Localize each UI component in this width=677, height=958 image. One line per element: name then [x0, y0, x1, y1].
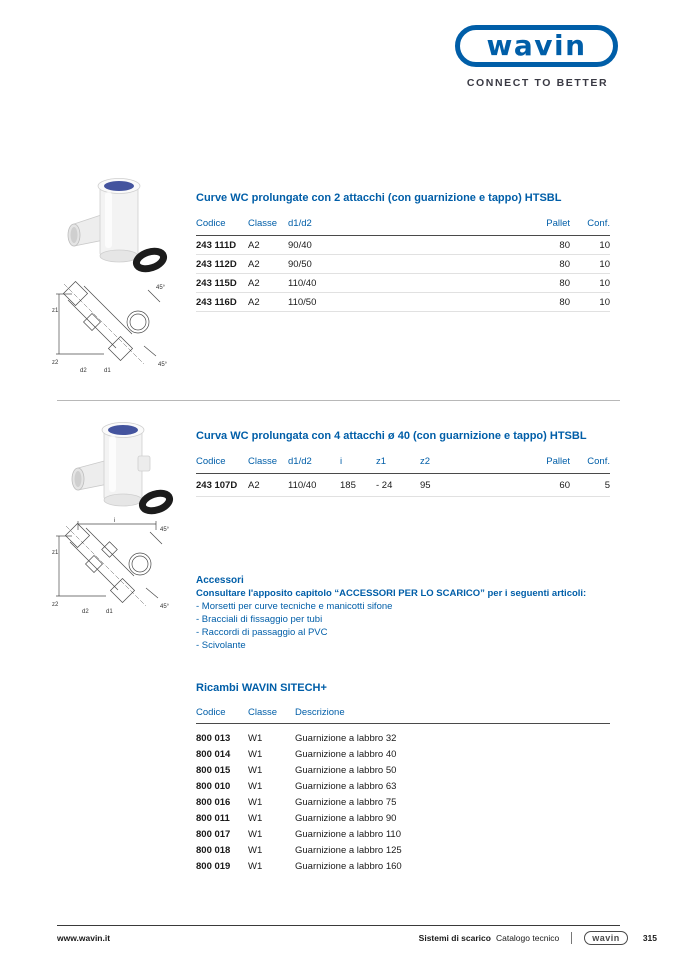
- cell-pallet: 60: [559, 479, 570, 491]
- col-header-conf: Conf.: [587, 218, 610, 229]
- table-row: [196, 842, 610, 858]
- col-header-d1d2: d1/d2: [288, 456, 312, 467]
- cell-codice: 800 018: [196, 844, 231, 856]
- footer-right: [419, 931, 657, 945]
- cell-z1: - 24: [376, 479, 393, 491]
- dim-label-z1: z1: [52, 550, 59, 556]
- cell-classe: W1: [248, 764, 263, 776]
- dim-label-z2: z2: [52, 602, 59, 608]
- dim-label-z2: z2: [52, 360, 59, 366]
- cell-i: 185: [340, 479, 356, 491]
- curve2-table-header: [196, 212, 610, 236]
- footer: [57, 931, 657, 945]
- dim-label-i: i: [114, 518, 116, 524]
- cell-z2: 95: [420, 479, 431, 491]
- footer-wavin-logo-text: wavin: [592, 933, 620, 943]
- curve2-table: [196, 212, 610, 312]
- dim-label-45-top: 45°: [160, 527, 170, 533]
- ricambi-table-header: [196, 702, 610, 724]
- cell-d1d2: 90/50: [288, 258, 312, 270]
- cell-conf: 10: [599, 296, 610, 308]
- cell-pallet: 80: [559, 277, 570, 289]
- accessori-block: [196, 574, 616, 652]
- cell-codice: 800 014: [196, 748, 231, 760]
- cell-classe: W1: [248, 812, 263, 824]
- cell-conf: 10: [599, 277, 610, 289]
- drawing-labels: [52, 285, 168, 374]
- curva4-table: [196, 450, 610, 497]
- cell-codice: 800 017: [196, 828, 231, 840]
- table-row: [196, 746, 610, 762]
- accessori-item: - Bracciali di fissaggio per tubi: [196, 614, 323, 625]
- cell-codice: 243 116D: [196, 296, 237, 308]
- section-divider: [57, 400, 620, 401]
- col-header-pallet: Pallet: [546, 218, 570, 229]
- cell-d1d2: 110/40: [288, 277, 317, 289]
- cell-codice: 243 112D: [196, 258, 237, 270]
- table-row: [196, 730, 610, 746]
- section1-title: Curve WC prolungate con 2 attacchi (con guarnizione e tappo) HTSBL: [196, 192, 562, 204]
- cell-d1d2: 90/40: [288, 239, 312, 251]
- col-header-codice: Codice: [196, 707, 226, 718]
- cell-descrizione: Guarnizione a labbro 40: [295, 748, 397, 760]
- cell-codice: 800 013: [196, 732, 231, 744]
- table-row: [196, 826, 610, 842]
- technical-drawing-curve-2-attacchi: [52, 280, 180, 376]
- gasket-ring: [134, 248, 166, 272]
- cell-codice: 243 107D: [196, 479, 238, 491]
- dim-label-45-top: 45°: [156, 285, 166, 291]
- col-header-pallet: Pallet: [546, 456, 570, 467]
- cell-codice: 800 010: [196, 780, 231, 792]
- col-header-z1: z1: [376, 456, 387, 467]
- table-row: [196, 858, 610, 874]
- col-header-codice: Codice: [196, 456, 226, 467]
- cell-classe: A2: [248, 258, 260, 270]
- cell-classe: A2: [248, 277, 260, 289]
- table-row: [196, 255, 610, 274]
- cell-descrizione: Guarnizione a labbro 110: [295, 828, 401, 840]
- drawing-lines: [56, 281, 160, 364]
- dim-label-d1: d1: [106, 609, 113, 614]
- cell-descrizione: Guarnizione a labbro 75: [295, 796, 397, 808]
- cell-conf: 10: [599, 258, 610, 270]
- cell-descrizione: Guarnizione a labbro 50: [295, 764, 397, 776]
- footer-doc-subtitle: Catalogo tecnico: [495, 933, 560, 943]
- col-header-d1d2: d1/d2: [288, 218, 312, 229]
- cell-pallet: 80: [559, 239, 570, 251]
- cell-pallet: 80: [559, 258, 570, 270]
- dim-label-d1: d1: [104, 368, 111, 374]
- footer-wavin-logo: [584, 931, 628, 945]
- cell-classe: A2: [248, 239, 260, 251]
- cell-codice: 800 015: [196, 764, 231, 776]
- footer-rule: [57, 925, 620, 926]
- product-photo-curva-4-attacchi: [64, 420, 176, 520]
- dim-label-d2: d2: [80, 368, 87, 374]
- dim-label-z1: z1: [52, 308, 59, 314]
- accessori-item: - Raccordi di passaggio al PVC: [196, 627, 328, 638]
- cell-d1d2: 110/40: [288, 479, 317, 491]
- cell-codice: 800 019: [196, 860, 231, 872]
- cell-codice: 800 011: [196, 812, 230, 824]
- dim-label-45-bottom: 45°: [158, 362, 168, 368]
- table-row: [196, 236, 610, 255]
- cell-descrizione: Guarnizione a labbro 160: [295, 860, 402, 872]
- cell-codice: 800 016: [196, 796, 231, 808]
- curva4-table-header: [196, 450, 610, 474]
- cell-descrizione: Guarnizione a labbro 32: [295, 732, 397, 744]
- cell-descrizione: Guarnizione a labbro 125: [295, 844, 402, 856]
- ricambi-title: Ricambi WAVIN SITECH+: [196, 682, 327, 694]
- cell-descrizione: Guarnizione a labbro 63: [295, 780, 397, 792]
- cell-descrizione: Guarnizione a labbro 90: [295, 812, 397, 824]
- accessori-item: - Morsetti per curve tecniche e manicotti sifone: [196, 601, 393, 612]
- cell-codice: 243 115D: [196, 277, 237, 289]
- dim-label-d2: d2: [82, 609, 89, 614]
- table-row: [196, 778, 610, 794]
- page-number: 315: [642, 933, 657, 943]
- product-photo-curve-2-attacchi: [58, 174, 170, 278]
- brand-tagline: CONNECT TO BETTER: [466, 77, 609, 89]
- col-header-codice: Codice: [196, 218, 226, 229]
- col-header-descrizione: Descrizione: [295, 707, 345, 718]
- wavin-logo-oval: [455, 25, 618, 67]
- table-row: [196, 810, 610, 826]
- col-header-classe: Classe: [248, 456, 278, 467]
- table-row: [196, 762, 610, 778]
- table-row: [196, 474, 610, 497]
- wavin-logo-text: wavin: [486, 29, 587, 62]
- technical-drawing-curva-4-attacchi: [52, 516, 184, 614]
- drawing-labels: [52, 518, 170, 614]
- cell-classe: W1: [248, 796, 263, 808]
- table-row: [196, 274, 610, 293]
- wavin-logo: [455, 25, 620, 89]
- col-header-i: i: [340, 456, 343, 467]
- accessori-intro: Consultare l'apposito capitolo “ACCESSORI PER LO SCARICO” per i seguenti articoli:: [196, 588, 587, 599]
- cell-classe: W1: [248, 844, 263, 856]
- cell-classe: W1: [248, 748, 263, 760]
- section2-title: Curva WC prolungata con 4 attacchi ø 40 (con guarnizione e tappo) HTSBL: [196, 430, 587, 442]
- cell-classe: A2: [248, 479, 260, 491]
- fitting-body: [72, 423, 150, 507]
- col-header-conf: Conf.: [587, 456, 610, 467]
- cell-conf: 10: [599, 239, 610, 251]
- gasket-ring: [140, 490, 172, 514]
- col-header-z2: z2: [420, 456, 431, 467]
- table-row: [196, 794, 610, 810]
- drawing-lines: [56, 521, 162, 606]
- footer-doc-title: Sistemi di scarico: [418, 933, 491, 943]
- cell-classe: W1: [248, 828, 263, 840]
- footer-website: www.wavin.it: [57, 933, 111, 943]
- cell-codice: 243 111D: [196, 239, 237, 251]
- accessori-title: Accessori: [196, 575, 244, 586]
- dim-label-45-bottom: 45°: [160, 604, 170, 610]
- col-header-classe: Classe: [248, 218, 278, 229]
- cell-pallet: 80: [559, 296, 570, 308]
- cell-classe: W1: [248, 780, 263, 792]
- cell-d1d2: 110/50: [288, 296, 317, 308]
- ricambi-table: [196, 702, 610, 874]
- cell-conf: 5: [604, 479, 610, 491]
- cell-classe: W1: [248, 860, 263, 872]
- col-header-classe: Classe: [248, 707, 278, 718]
- footer-divider: [571, 932, 572, 944]
- accessori-item: - Scivolante: [196, 640, 246, 651]
- table-row: [196, 293, 610, 312]
- cell-classe: W1: [248, 732, 263, 744]
- fitting-body: [68, 179, 140, 263]
- cell-classe: A2: [248, 296, 260, 308]
